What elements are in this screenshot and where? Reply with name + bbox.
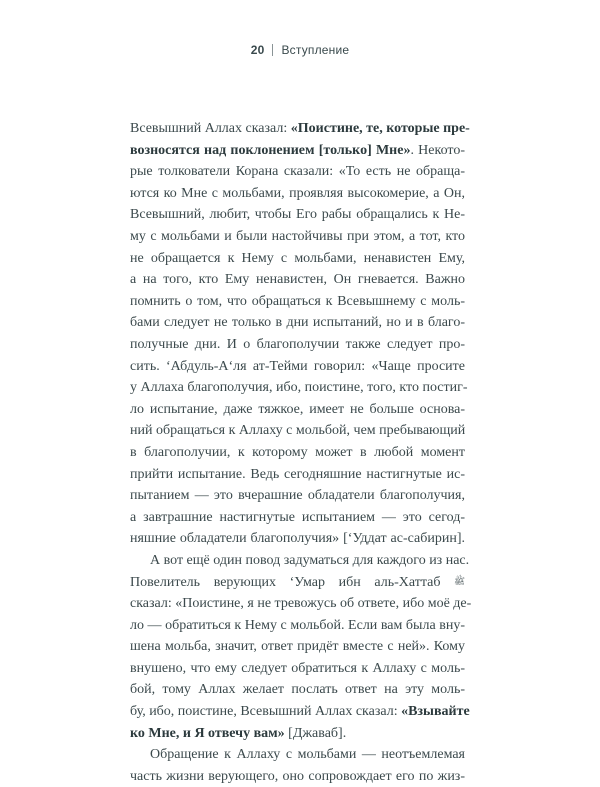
text-line: [130, 615, 465, 637]
text-run: [Джаваб].: [284, 725, 347, 741]
text-run: шена мольба, значит, ответ придёт вместе с ней». Кому: [130, 639, 465, 655]
text-line: [130, 118, 470, 140]
text-line: [130, 356, 465, 378]
text-line: [130, 766, 465, 787]
text-run: у Аллаха благополучия, ибо, поистине, того, кто постиг-: [130, 380, 468, 396]
text-line: [130, 550, 470, 572]
text-run: му с мольбами и были настойчивы при этом, а тот, кто: [130, 228, 465, 244]
text-run: сказал: «Поистине, я не тревожусь об ответе, ибо моё де-: [130, 596, 472, 612]
text-run: часть жизни верующего, оно сопровождает его по жиз-: [130, 768, 465, 784]
text-line: [130, 528, 465, 550]
text-run: рые толкователи Корана сказали: «То есть не обраща-: [130, 164, 465, 180]
text-line: [130, 226, 465, 248]
text-line: [130, 679, 465, 701]
section-title: Вступление: [281, 43, 350, 57]
text-line: [130, 399, 465, 421]
text-run: . Некото-: [410, 142, 466, 158]
quran-quote: ко Мне, и Я отвечу вам»: [130, 725, 285, 741]
body-text: [130, 118, 472, 787]
text-run: получные дни. И о благополучии также следует про-: [130, 336, 465, 352]
text-line: [130, 658, 465, 680]
text-line: [130, 204, 465, 226]
text-run: Всевышний, любит, чтобы Его рабы обращались к Не-: [130, 207, 465, 223]
text-line: [130, 140, 465, 162]
text-line: [130, 269, 465, 291]
text-line: [130, 161, 465, 183]
text-line: [130, 571, 465, 593]
text-run: Обращение к Аллаху с мольбами — неотъемлемая: [150, 747, 465, 763]
quran-quote: возносятся над поклонением [только] Мне»: [130, 142, 411, 158]
text-run: Всевышний Аллах сказал:: [130, 121, 291, 136]
text-line: [130, 377, 468, 399]
text-run: в благополучии, к которому может в любой момент: [130, 444, 465, 460]
running-header: [0, 43, 600, 57]
text-run: внушено, что ему следует обратиться к Аллаху с моль-: [130, 660, 465, 676]
text-line: [130, 248, 465, 270]
text-run: сить. ‘Абдуль-А‘ля ат-Тейми говорил: «Чаще просите: [130, 358, 465, 374]
text-line: [130, 334, 465, 356]
text-run: ло испытание, даже тяжкое, имеет не больше основа-: [130, 401, 465, 417]
text-line: [130, 636, 465, 658]
text-run: помнить о том, что обращаться к Всевышнему с моль-: [130, 293, 465, 309]
text-line: [130, 701, 470, 723]
text-line: [130, 507, 465, 529]
text-run: ются ко Мне с мольбами, проявляя высокомерие, а Он,: [130, 185, 465, 201]
text-run: бу, ибо, поистине, Всевышний Аллах сказал:: [130, 704, 402, 720]
text-run: Повелитель верующих ‘Умар ибн аль-Хаттаб: [130, 575, 455, 591]
text-line: [130, 485, 465, 507]
text-run: а на того, кто Ему ненавистен, Он гневается. Важно: [130, 272, 465, 288]
text-line: [130, 183, 465, 205]
text-line: [130, 464, 465, 486]
text-line: [130, 593, 472, 615]
honorific-glyph: ﷺ: [454, 576, 465, 587]
page-number: 20: [250, 43, 265, 57]
text-line: [130, 744, 465, 766]
text-line: [130, 291, 465, 313]
text-line: [130, 723, 465, 745]
text-run: бами следует не только в дни испытаний, но и в благо-: [130, 315, 465, 331]
text-line: [130, 420, 465, 442]
quran-quote: «Взывайте: [401, 704, 470, 720]
text-line: [130, 312, 465, 334]
text-run: бой, тому Аллах желает послать ответ на эту моль-: [130, 682, 465, 698]
text-run: а завтрашние настигнутые испытанием — это сегод-: [130, 509, 465, 525]
text-line: [130, 442, 465, 464]
quran-quote: «Поистине, те, которые пре-: [290, 121, 470, 136]
header-divider: [272, 44, 273, 56]
text-run: ний обращаться к Аллаху с мольбой, чем пребывающий: [130, 423, 466, 439]
text-run: не обращается к Нему с мольбами, ненавистен Ему,: [130, 250, 465, 266]
text-run: А вот ещё один повод задуматься для каждого из нас.: [150, 552, 470, 568]
text-run: пытанием — это вчерашние обладатели благополучия,: [130, 488, 465, 504]
text-run: ло — обратиться к Нему с мольбой. Если вам была вну-: [130, 617, 465, 633]
text-run: няшние обладатели благополучия» [‘Уддат ас-сабирин].: [130, 531, 465, 547]
text-run: прийти испытание. Ведь сегодняшние настигнутые ис-: [130, 466, 465, 482]
